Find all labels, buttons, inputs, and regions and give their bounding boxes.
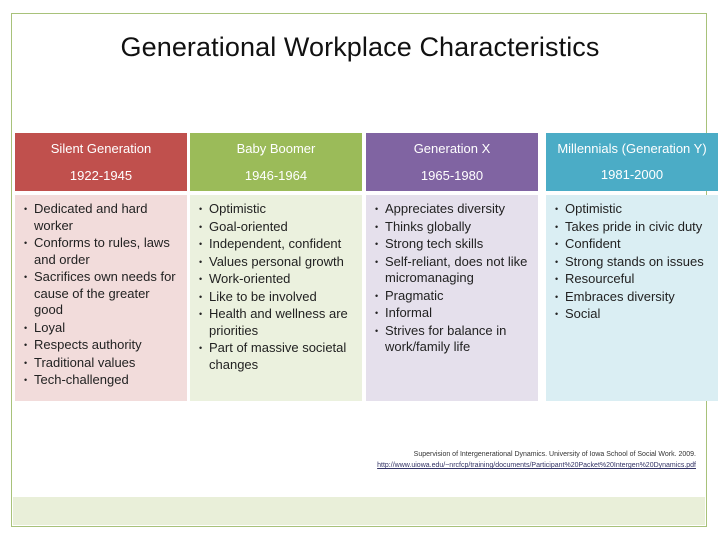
characteristic-item: • Health and wellness are priorities: [198, 306, 354, 339]
characteristic-item: • Confident: [554, 236, 710, 253]
characteristic-item: • Embraces diversity: [554, 289, 710, 306]
characteristic-item: • Pragmatic: [374, 288, 530, 305]
characteristic-item: • Traditional values: [23, 355, 179, 372]
characteristic-item: • Like to be involved: [198, 289, 354, 306]
characteristic-item: • Optimistic: [554, 201, 710, 218]
characteristic-item: • Thinks globally: [374, 219, 530, 236]
characteristic-item: • Social: [554, 306, 710, 323]
generation-years: 1922-1945: [69, 167, 133, 183]
column-millennials: [546, 133, 718, 401]
characteristic-item: • Appreciates diversity: [374, 201, 530, 218]
characteristic-item: • Values personal growth: [198, 254, 354, 271]
column-header: [190, 133, 362, 191]
characteristic-item: • Optimistic: [198, 201, 354, 218]
column-header: [546, 133, 718, 191]
characteristic-item: • Conforms to rules, laws and order: [23, 235, 179, 268]
column-header: [366, 133, 538, 191]
characteristic-item: • Takes pride in civic duty: [554, 219, 710, 236]
characteristic-item: • Self-reliant, does not like micromanaging: [374, 254, 530, 287]
characteristics-list: [366, 195, 538, 401]
generation-name: Silent Generation: [50, 140, 152, 156]
generation-name: Baby Boomer: [236, 140, 316, 156]
footer-band: [13, 497, 705, 525]
characteristic-item: • Goal-oriented: [198, 219, 354, 236]
citation-footer: [310, 449, 696, 471]
citation-text: Supervision of Intergenerational Dynamics. University of Iowa School of Social Work. 2009.: [413, 451, 696, 458]
column-generation-x: [366, 133, 538, 401]
column-baby-boomer: [190, 133, 362, 401]
characteristic-item: • Tech-challenged: [23, 372, 179, 389]
characteristics-list: [15, 195, 187, 401]
characteristic-item: • Respects authority: [23, 337, 179, 354]
characteristic-item: • Strives for balance in work/family life: [374, 323, 530, 356]
characteristic-item: • Dedicated and hard worker: [23, 201, 179, 234]
page-title: Generational Workplace Characteristics: [120, 32, 600, 62]
characteristic-item: • Work-oriented: [198, 271, 354, 288]
characteristic-item: • Independent, confident: [198, 236, 354, 253]
characteristic-item: • Resourceful: [554, 271, 710, 288]
generation-years: 1946-1964: [244, 167, 308, 183]
characteristic-item: • Loyal: [23, 320, 179, 337]
generation-years: 1965-1980: [420, 167, 484, 183]
characteristic-item: • Sacrifices own needs for cause of the greater good: [23, 269, 179, 319]
generation-name: Generation X: [413, 140, 491, 156]
characteristics-list: [546, 195, 718, 401]
characteristic-item: • Part of massive societal changes: [198, 340, 354, 373]
characteristic-item: • Informal: [374, 305, 530, 322]
citation-link[interactable]: http://www.uiowa.edu/~nrcfcp/training/documents/Participant%20Packet%20Intergen%20Dynamics.pdf: [377, 462, 696, 469]
generation-years: 1981-2000: [600, 167, 664, 182]
characteristic-item: • Strong stands on issues: [554, 254, 710, 271]
column-header: [15, 133, 187, 191]
generation-name: Millennials (Generation Y): [557, 141, 707, 156]
characteristic-item: • Strong tech skills: [374, 236, 530, 253]
column-silent-generation: [15, 133, 187, 401]
characteristics-list: [190, 195, 362, 401]
